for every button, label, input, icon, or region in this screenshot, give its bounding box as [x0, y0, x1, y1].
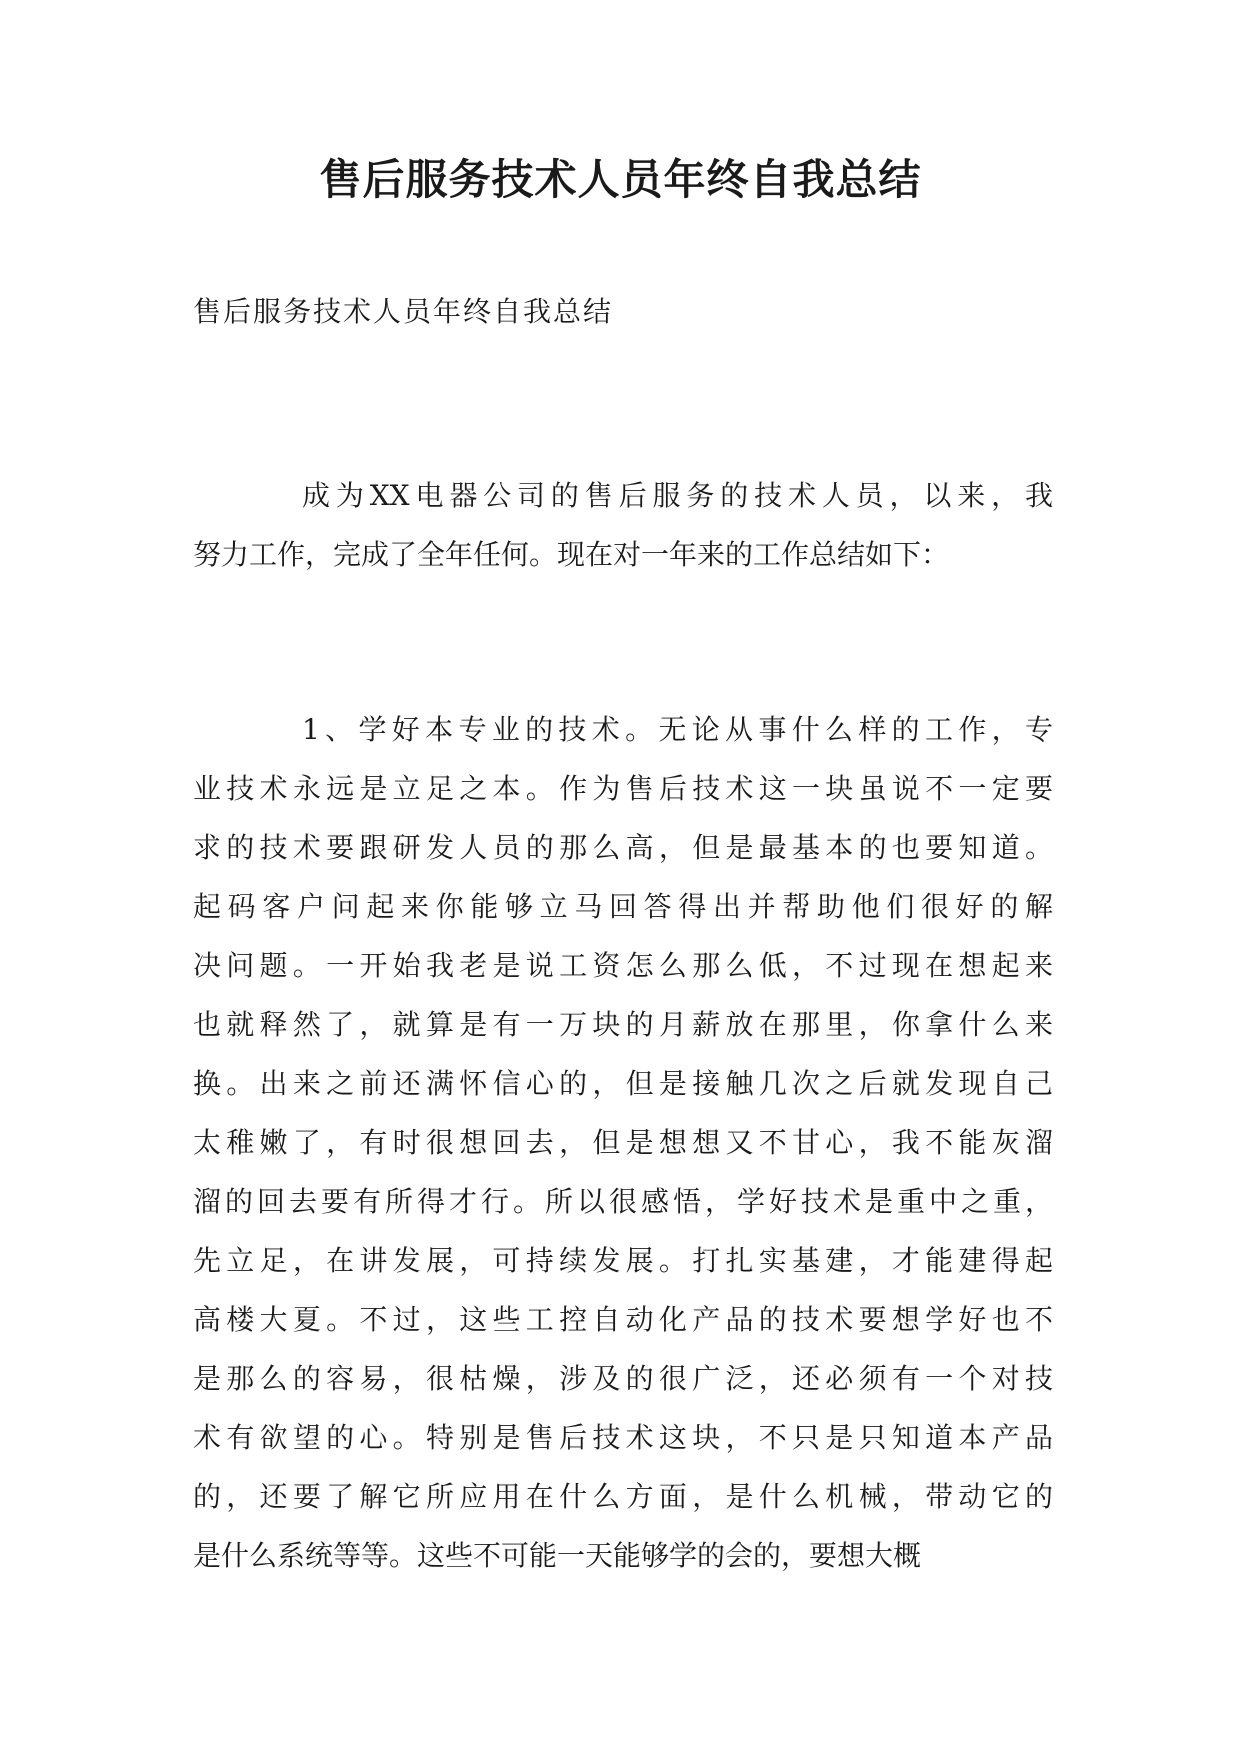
paragraph-line: 1、学好本专业的技术。无论从事什么样的工作，专 [302, 713, 1053, 746]
paragraph-line: 也就释然了，就算是有一万块的月薪放在那里，你拿什么来 [193, 1008, 1053, 1041]
paragraph-line: 太稚嫩了，有时很想回去，但是想想又不甘心，我不能灰溜 [193, 1126, 1053, 1159]
document-title: 售后服务技术人员年终自我总结 [319, 155, 922, 204]
paragraph-line: 先立足，在讲发展，可持续发展。打扎实基建，才能建得起 [193, 1244, 1053, 1277]
paragraph-line: 溜的回去要有所得才行。所以很感悟，学好技术是重中之重， [193, 1185, 1053, 1218]
paragraph-line: 业技术永远是立足之本。作为售后技术这一块虽说不一定要 [193, 772, 1053, 805]
paragraph-line: 的，还要了解它所应用在什么方面，是什么机械，带动它的 [193, 1480, 1053, 1513]
paragraph-line: 努力工作，完成了全年任何。现在对一年来的工作总结如下： [193, 538, 950, 571]
section-1-paragraph [193, 700, 1053, 1585]
paragraph-line: 换。出来之前还满怀信心的，但是接触几次之后就发现自己 [193, 1067, 1053, 1100]
paragraph-line: 决问题。一开始我老是说工资怎么那么低，不过现在想起来 [193, 949, 1053, 982]
paragraph-line: 求的技术要跟研发人员的那么高，但是最基本的也要知道。 [193, 831, 1053, 864]
paragraph-line: 成为XX电器公司的售后服务的技术人员，以来，我 [302, 479, 1053, 512]
paragraph-line: 起码客户问起来你能够立马回答得出并帮助他们很好的解 [193, 890, 1053, 923]
paragraph-line: 术有欲望的心。特别是售后技术这块，不只是只知道本产品 [193, 1421, 1053, 1454]
intro-paragraph [193, 466, 1053, 584]
paragraph-line: 是那么的容易，很枯燥，涉及的很广泛，还必须有一个对技 [193, 1362, 1053, 1395]
paragraph-line: 高楼大夏。不过，这些工控自动化产品的技术要想学好也不 [193, 1303, 1053, 1336]
paragraph-line: 是什么系统等等。这些不可能一天能够学的会的，要想大概 [193, 1539, 922, 1572]
document-subtitle: 售后服务技术人员年终自我总结 [193, 295, 614, 328]
